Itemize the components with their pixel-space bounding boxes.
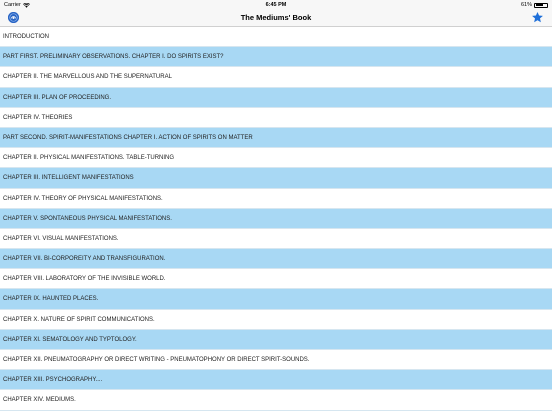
chapter-row[interactable]: CHAPTER II. THE MARVELLOUS AND THE SUPERNATURAL: [0, 67, 552, 87]
chapter-row[interactable]: CHAPTER V. SPONTANEOUS PHYSICAL MANIFESTATIONS.: [0, 209, 552, 229]
chapter-row[interactable]: CHAPTER VI. VISUAL MANIFESTATIONS.: [0, 229, 552, 249]
chapter-row[interactable]: CHAPTER X. NATURE OF SPIRIT COMMUNICATIONS.: [0, 310, 552, 330]
favorites-button[interactable]: [531, 11, 544, 24]
chapter-row[interactable]: CHAPTER VII. BI-CORPOREITY AND TRANSFIGURATION.: [0, 249, 552, 269]
carrier-label: Carrier: [4, 2, 21, 8]
chapter-row[interactable]: CHAPTER XIV. MEDIUMS.: [0, 390, 552, 410]
chapter-row[interactable]: CHAPTER XII. PNEUMATOGRAPHY OR DIRECT WRITING - PNEUMATOPHONY OR DIRECT SPIRIT-SOUNDS.: [0, 350, 552, 370]
chapter-row[interactable]: CHAPTER XIII. PSYCHOGRAPHY....: [0, 370, 552, 390]
chapter-list: [0, 27, 552, 411]
battery-icon: [534, 3, 548, 8]
navigation-bar: [0, 10, 552, 27]
status-bar: [0, 0, 552, 10]
chapter-row[interactable]: CHAPTER III. PLAN OF PROCEEDING.: [0, 88, 552, 108]
chapter-row[interactable]: PART FIRST. PRELIMINARY OBSERVATIONS. CHAPTER I. DO SPIRITS EXIST?: [0, 47, 552, 67]
chapter-row[interactable]: CHAPTER VIII. LABORATORY OF THE INVISIBLE WORLD.: [0, 269, 552, 289]
clock: 6:45 PM: [265, 2, 287, 8]
star-icon: [531, 11, 544, 24]
chapter-row[interactable]: INTRODUCTION: [0, 27, 552, 47]
battery-indicator: [521, 2, 548, 8]
chapter-row[interactable]: PART SECOND. SPIRIT-MANIFESTATIONS CHAPTER I. ACTION OF SPIRITS ON MATTER: [0, 128, 552, 148]
chapter-row[interactable]: CHAPTER III. INTELLIGENT MANIFESTATIONS: [0, 168, 552, 188]
chapter-row[interactable]: CHAPTER II. PHYSICAL MANIFESTATIONS. TABLE-TURNING: [0, 148, 552, 168]
battery-percent: 61%: [520, 2, 532, 8]
chapter-row[interactable]: CHAPTER IV. THEORIES: [0, 108, 552, 128]
chapter-row[interactable]: CHAPTER IV. THEORY OF PHYSICAL MANIFESTATIONS.: [0, 189, 552, 209]
page-title: The Mediums' Book: [240, 13, 312, 22]
battery-level-fill: [536, 4, 543, 6]
chapter-row[interactable]: CHAPTER IX. HAUNTED PLACES.: [0, 289, 552, 309]
chapter-row[interactable]: CHAPTER XI. SEMATOLOGY AND TYPTOLOGY.: [0, 330, 552, 350]
